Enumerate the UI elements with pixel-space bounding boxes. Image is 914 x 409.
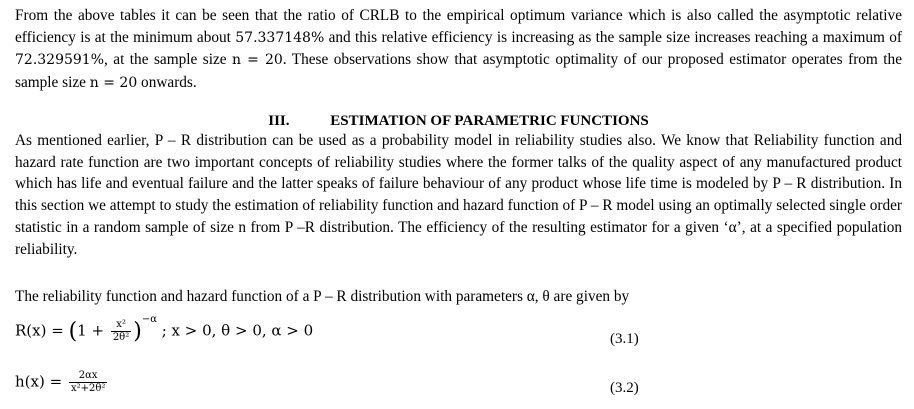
paragraph-parametric-functions: As mentioned earlier, P – R distribution can be used as a probability model in reliability studies also. We know that Reliability function and hazard rate function are two important concepts of reliability studies where the former talks of the quality aspect of any manufactured product which has life and eventual failure and the latter speaks of failure behaviour of any product whose life time is modeled by P – R distribution. In this section we attempt to study the estimation of reliability function and hazard function of P – R model using an optimally selected single order statistic in a random sample of size n from P –R distribution. The efficiency of the resulting estimator for a given ‘α’, at a specified population reliability. xyxy=(15,132,902,258)
text-span: , at the sample size xyxy=(104,51,233,69)
equation-number: (3.1) xyxy=(610,331,639,347)
fraction-denominator: 2θ² xyxy=(112,332,130,343)
eq-open-text: 1 + xyxy=(77,321,109,340)
fraction-numerator: 2αx xyxy=(69,370,107,383)
text-span: From the above tables it can be seen that the ratio of CRLB to the empirical optimum variance which is also called the asymptotic relative efficiency is at the minimum about xyxy=(15,7,902,46)
sample-size-expr: n = 20 xyxy=(89,75,138,92)
eq-lhs: R(x) = xyxy=(15,321,69,340)
section-title: ESTIMATION OF PARAMETRIC FUNCTIONS xyxy=(330,113,649,129)
max-efficiency-value: 72.329591% xyxy=(15,52,105,69)
section-number: III. xyxy=(268,113,290,129)
text-span: onwards. xyxy=(137,74,197,92)
equation-number: (3.2) xyxy=(610,380,639,396)
paragraph-functions-intro: The reliability function and hazard function of a P – R distribution with parameters α, θ are given by xyxy=(15,288,630,305)
sample-size-expr: n = 20 xyxy=(232,52,283,69)
eq-exponent: −α xyxy=(141,313,157,325)
section-heading xyxy=(15,112,902,130)
paren-close: ) xyxy=(133,319,142,344)
fraction-denominator: x²+2θ² xyxy=(70,383,106,394)
fraction xyxy=(111,319,131,344)
text-span: . These observations show that asymptotic optimality of our proposed estimator operates from the sample size xyxy=(15,51,902,92)
min-efficiency-value: 57.337148% xyxy=(235,29,325,46)
paragraph-asymptotic-efficiency xyxy=(15,5,902,95)
equation-reliability xyxy=(15,313,314,344)
text-span: and this relative efficiency is increasing as the sample size increases reaching a maximum of xyxy=(324,28,902,46)
paren-open: ( xyxy=(68,319,78,344)
eq-condition: ; x > 0, θ > 0, α > 0 xyxy=(156,321,314,340)
fraction xyxy=(69,370,107,395)
equation-hazard xyxy=(15,370,109,395)
fraction-numerator: x² xyxy=(111,319,131,332)
eq-lhs: h(x) = xyxy=(15,372,67,391)
